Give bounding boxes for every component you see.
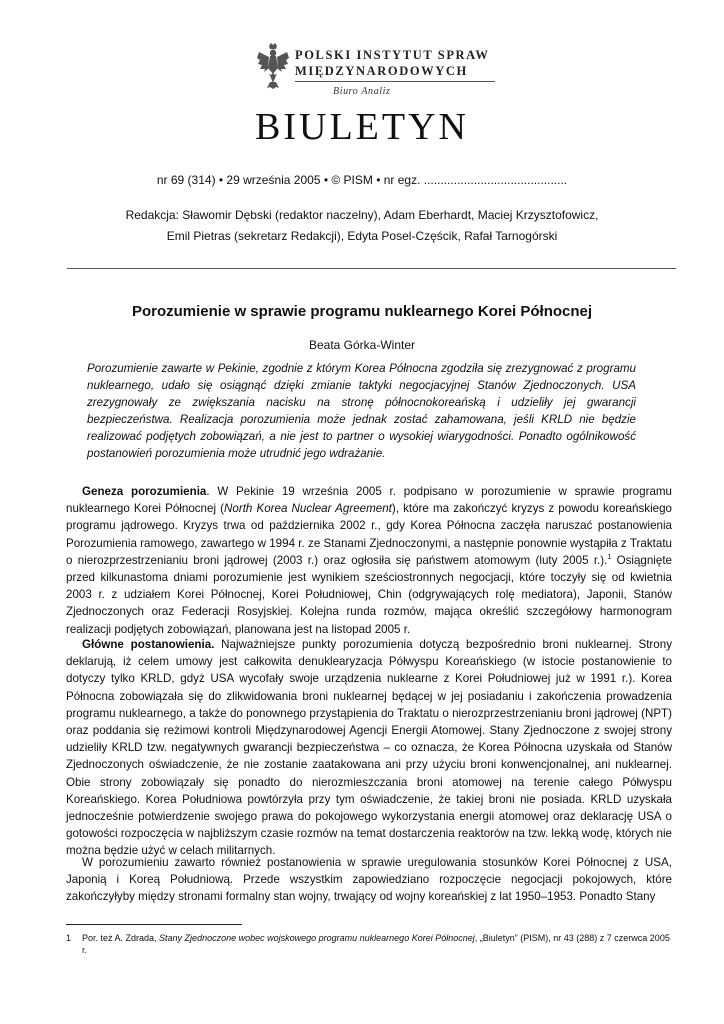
paragraph-text: Najważniejsze punkty porozumienia dotyczą bezpośrednio broni nuklearnej. Strony deklarują, iż celem umowy jest całkowita denuklearyzacja Półwyspu Koreańskiego (w istocie postanowienie to dotyczy tylko KRLD, gdyż USA wycofały swoje urządzenia nuklearne z Korei Południowej już w 1991 r.). Korea Północna zobowiązała się do zlikwidowania broni nuklearnej będącej w jej posiadaniu i zakończenia prowadzenia programu nuklearnego, a także do ponownego przystąpienia do Traktatu o nierozprzestrzenianiu broni jądrowej (NPT) oraz poddania się reżimowi kontroli Międzynarodowej Agencji Energii Atomowej. Stany Zjednoczone z swojej strony udzieliły KRLD tzw. negatywnych gwarancji bezpieczeństwa – co oznacza, że Korea Północna uzyskała od Stanów Zjednoczonych oświadczenie, że nie zostanie zaatakowana ani przy użyciu broni konwencjonalnej, ani nuklearnej. Obie strony zobowiązały się ponadto do nierozmieszczania broni atomowej na terenie całego Półwyspu Koreańskiego. Korea Południowa powtórzyła przy tym oświadczenie, że takiej broni nie posiada. KRLD uzyskała jednocześnie potwierdzenie swojego prawa do pokojowego wykorzystania energii atomowej oraz deklarację USA o gotowości rozpoczęcia w najbliższym czasie rozmów na temat dostarczenia reaktorów na tzw. lekką wodę, których nie można będzie użyć w celach militarnych. (66, 638, 672, 858)
header-rule (67, 268, 676, 269)
article-title: Porozumienie w sprawie programu nuklearnego Korei Północnej (131, 303, 593, 320)
footnote-text-part: , „Biuletyn” (PISM), nr 43 (288) z 7 czerwca 2005 r. (82, 933, 670, 955)
paragraph-genesis (66, 483, 672, 638)
institute-name-line2: MIĘDZYNARODOWYCH (295, 64, 468, 78)
editorial-board (0, 205, 724, 247)
article-author: Beata Górka-Winter (308, 338, 416, 352)
editors-line-2: Emil Pietras (sekretarz Redakcji), Edyta Posel-Częścik, Rafał Tarnogórski (166, 229, 558, 243)
paragraph-lead: Główne postanowienia. (82, 638, 215, 651)
footnote-reference[interactable]: 1 (607, 553, 612, 561)
pism-header (255, 42, 495, 102)
footnote-rule (66, 924, 242, 925)
paragraph-text: . W Pekinie 19 września 2005 r. podpisano w porozumienie w sprawie programu nuklearnego Korei Północnej ( (66, 485, 672, 516)
paragraph-text: Osiągnięte przed kilkunastoma dniami porozumienie jest wynikiem sześciostronnych negocjacji, które toczyły się od kwietnia 2003 r. z udziałem Korei Północnej, Korei Południowej, Chin (odgrywających rolę mediatora), Japonii, Stanów Zjednoczonych oraz Federacji Rosyjskiej. Kolejna runda rozmów, mająca określić szczegółowy harmonogram realizacji podjętych zobowiązań, planowana jest na listopad 2005 r. (66, 553, 672, 636)
paragraph-text: ), które ma zakończyć kryzys z powodu koreańskiego programu jądrowego. Kryzys trwa od października 2002 r., gdy Korea Północna zaczęła naruszać postanowienia Porozumienia ramowego, zawartego w 1994 r. ze Stanami Zjednoczonymi, a następnie ponownie wystąpiła z Traktatu o nierozprzestrzenianiu broni jądrowej (2003 r.) oraz ogłosiła się państwem atomowym (luty 2005 r.). (66, 502, 673, 567)
header-divider (295, 81, 495, 82)
bulletin-title: BIULETYN (255, 106, 469, 148)
agreement-name: North Korea Nuclear Agreement (224, 502, 392, 516)
footnote-number: 1 (66, 933, 72, 943)
institute-name-line1: POLSKI INSTYTUT SPRAW (295, 48, 490, 62)
paragraph-main-provisions (66, 636, 672, 860)
paragraph-lead: Geneza porozumienia (82, 485, 207, 498)
eagle-emblem-icon (255, 42, 291, 90)
paragraph-relations: W porozumieniu zawarto również postanowienia w sprawie uregulowania stosunków Korei Północnej z USA, Japonią i Koreą Południową. Przede wszystkim zapowiedziano rozpoczęcie negocjacji pokojowych, które zakończyłyby między stronami formalny stan wojny, trwający od wojny koreańskiej z lat 1950–1953. Ponadto Stany (66, 856, 672, 904)
article-abstract: Porozumienie zawarte w Pekinie, zgodnie z którym Korea Północna zgodziła się zrezygnować z programu nuklearnego, udało się osiągnąć dzięki zmianie taktyki negocjacyjnej Stanów Zjednoczonych. USA zrezygnowały ze zwiększania nacisku na stronę północnokoreańską i udzieliły jej gwarancji bezpieczeństwa. Realizacja porozumienia może jednak zostać zahamowana, jeśli KRLD nie będzie realizować podjętych zobowiązań, a nie jest to partner o wysokiej wiarygodności. Ponadto ogólnikowość postanowień porozumienia może utrudnić jego wdrażanie. (87, 362, 636, 460)
editors-line-1: Redakcja: Sławomir Dębski (redaktor naczelny), Adam Eberhardt, Maciej Krzysztofowicz, (125, 208, 599, 222)
footnote-text-part: Por. też A. Zdrada, (82, 933, 160, 943)
footnote-cited-title: Stany Zjednoczone wobec wojskowego programu nuklearnego Korei Północnej (159, 933, 475, 943)
footnote-text (82, 932, 672, 956)
office-name: Biuro Analiz (333, 86, 391, 97)
issue-line: nr 69 (314) • 29 września 2005 • © PISM • nr egz. ........................................... (156, 173, 568, 187)
